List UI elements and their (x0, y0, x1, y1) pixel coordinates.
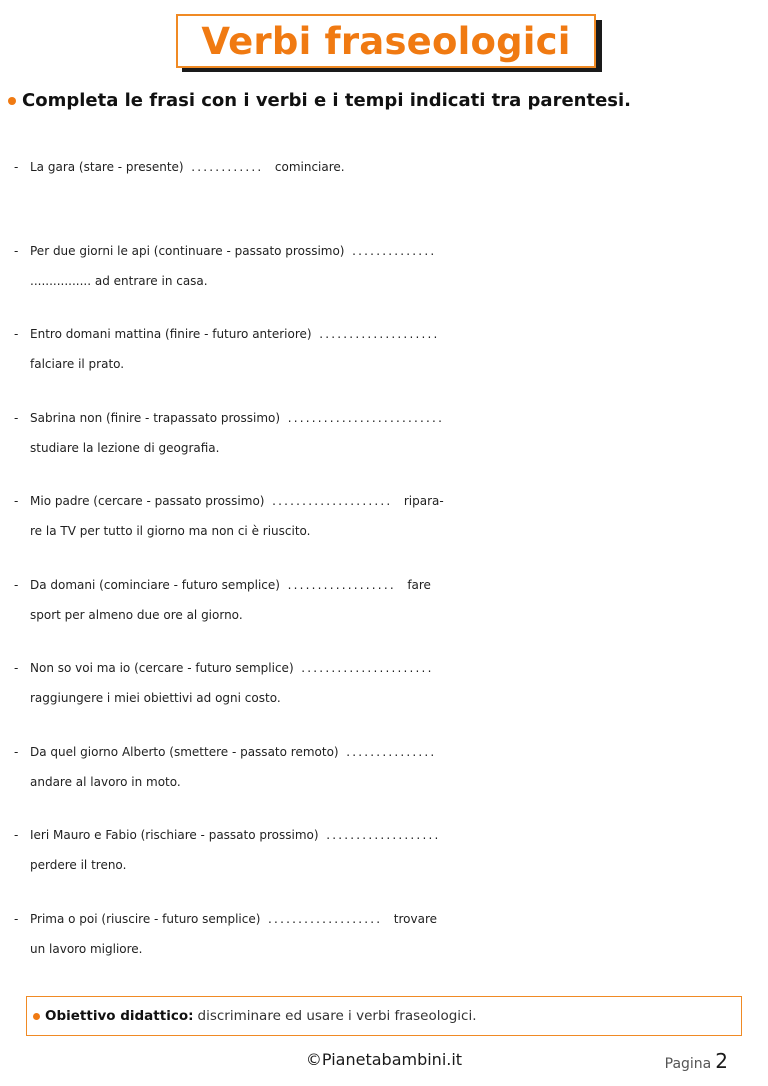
exercise-prompt: Prima o poi (riuscire - futuro semplice) (30, 911, 261, 926)
dash-marker: - (14, 327, 19, 341)
exercise-prompt: Ieri Mauro e Fabio (rischiare - passato prossimo) (30, 828, 319, 842)
page-label: Pagina (664, 1056, 712, 1072)
exercise-prompt: La gara (stare - presente) (30, 160, 184, 174)
answer-blank[interactable]: .................... (319, 327, 440, 341)
bullet-icon (8, 97, 16, 105)
exercise-line (14, 904, 750, 934)
instruction (8, 90, 760, 111)
answer-blank[interactable]: .............. (352, 243, 437, 258)
exercise-item (14, 904, 750, 988)
objective-label: Obiettivo didattico: (45, 1008, 194, 1024)
answer-blank[interactable]: ...................... (301, 661, 434, 675)
exercise-continuation: cominciare. (274, 160, 345, 174)
exercise-line (14, 653, 750, 683)
exercise-line (14, 403, 750, 433)
answer-blank[interactable]: ................... (326, 828, 441, 842)
dash-marker: - (14, 744, 19, 759)
exercise-line-second: falciare il prato. (30, 357, 125, 371)
exercise-prompt: Sabrina non (finire - trapassato prossimo) (30, 410, 281, 425)
dash-marker: - (14, 828, 19, 842)
exercise-list (14, 152, 750, 987)
title-block (176, 14, 604, 74)
dash-marker: - (14, 410, 19, 425)
exercise-item (14, 820, 750, 904)
title-box (176, 14, 596, 68)
exercise-item (14, 653, 750, 737)
exercise-item (14, 236, 750, 320)
exercise-line (14, 570, 750, 600)
exercise-line-second: andare al lavoro in moto. (30, 774, 181, 789)
exercise-line-second: re la TV per tutto il giorno ma non ci è riuscito. (30, 524, 311, 538)
dash-marker: - (14, 160, 19, 174)
exercise-continuation: fare (407, 577, 431, 592)
answer-blank[interactable]: .......................... (287, 410, 445, 425)
exercise-prompt: Da domani (cominciare - futuro semplice) (30, 577, 280, 592)
exercise-line (14, 737, 750, 767)
answer-blank[interactable]: ................... (268, 911, 383, 926)
dash-marker: - (14, 494, 19, 508)
exercise-item (14, 152, 750, 236)
dash-marker: - (14, 577, 19, 592)
exercise-prompt: Mio padre (cercare - passato prossimo) (30, 494, 265, 508)
exercise-continuation: ripara- (403, 494, 444, 508)
exercise-line-second: perdere il treno. (30, 858, 127, 872)
dash-marker: - (14, 661, 19, 675)
bullet-icon (33, 1013, 40, 1020)
exercise-line-second: sport per almeno due ore al giorno. (30, 607, 243, 622)
page-title: Verbi fraseologici (201, 19, 571, 63)
page-number: 2 (715, 1049, 728, 1073)
exercise-prompt: Da quel giorno Alberto (smettere - passato remoto) (30, 744, 339, 759)
exercise-line (14, 486, 750, 516)
exercise-prompt: Per due giorni le api (continuare - passato prossimo) (30, 243, 345, 258)
exercise-item (14, 319, 750, 403)
copyright: ©Pianetabambini.it (305, 1050, 463, 1069)
objective-box (26, 996, 742, 1036)
exercise-prompt: Non so voi ma io (cercare - futuro semplice) (30, 661, 294, 675)
exercise-line (14, 319, 750, 349)
exercise-line-second: raggiungere i miei obiettivi ad ogni costo. (30, 691, 281, 705)
answer-blank[interactable]: ............ (191, 160, 264, 174)
exercise-item (14, 570, 750, 654)
exercise-item (14, 403, 750, 487)
objective-text: discriminare ed usare i verbi fraseologici. (197, 1008, 477, 1024)
exercise-line (14, 152, 750, 182)
exercise-line-second: ................ ad entrare in casa. (30, 273, 208, 288)
answer-blank[interactable]: .................. (287, 577, 396, 592)
exercise-line-second: studiare la lezione di geografia. (30, 440, 220, 455)
instruction-text: Completa le frasi con i verbi e i tempi indicati tra parentesi. (22, 90, 632, 111)
exercise-item (14, 737, 750, 821)
exercise-prompt: Entro domani mattina (finire - futuro anteriore) (30, 327, 312, 341)
exercise-line (14, 820, 750, 850)
page-indicator (665, 1049, 728, 1073)
dash-marker: - (14, 911, 19, 926)
exercise-line (14, 236, 750, 266)
exercise-item (14, 486, 750, 570)
answer-blank[interactable]: .................... (272, 494, 393, 508)
exercise-continuation: trovare (393, 911, 438, 926)
dash-marker: - (14, 243, 19, 258)
exercise-line-second: un lavoro migliore. (30, 941, 143, 956)
answer-blank[interactable]: ............... (346, 744, 437, 759)
